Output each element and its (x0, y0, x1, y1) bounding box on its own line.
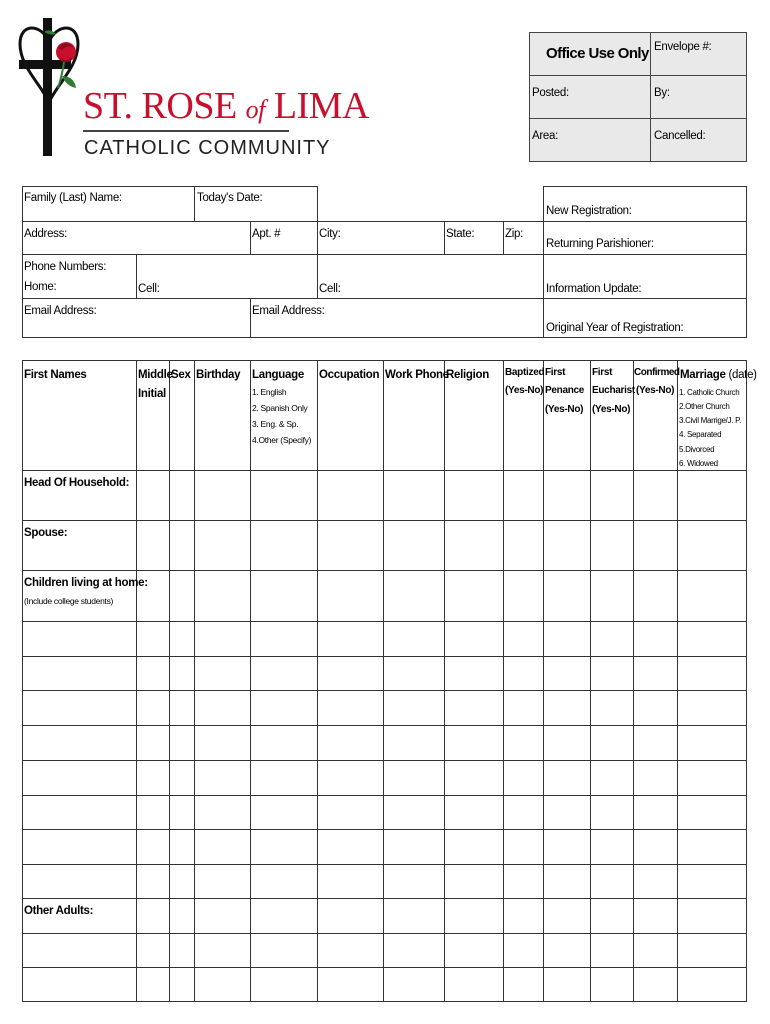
col-first-eucharist: First (592, 367, 613, 378)
logo-title-part1: ST. ROSE (83, 85, 237, 127)
row-head-of-household: Head Of Household: (24, 477, 130, 489)
parish-logo (14, 14, 84, 160)
office-row-line (530, 75, 746, 76)
col-work-phone: Work Phone (385, 369, 449, 381)
home-phone-field[interactable]: Home: (24, 281, 57, 293)
office-divider (650, 33, 651, 161)
marriage-option: 3.Civil Marrige/J. P. (679, 416, 742, 425)
zip-field[interactable]: Zip: (505, 228, 523, 240)
col-first-eucharist-yn: (Yes-No) (592, 404, 631, 415)
family-name-field[interactable]: Family (Last) Name: (24, 192, 122, 204)
col-occupation: Occupation (319, 369, 380, 381)
apt-field[interactable]: Apt. # (252, 228, 281, 240)
envelope-field[interactable]: Envelope #: (654, 41, 712, 53)
marriage-option: 1. Catholic Church (679, 388, 740, 397)
cell-phone-field[interactable]: Cell: (138, 283, 160, 295)
todays-date-field[interactable]: Today's Date: (197, 192, 263, 204)
col-religion: Religion (446, 369, 489, 381)
col-initial: Initial (138, 388, 166, 400)
col-first-eucharist-2: Eucharist (592, 385, 635, 396)
office-use-box (529, 32, 747, 162)
logo-title-of: of (245, 95, 265, 124)
area-field[interactable]: Area: (532, 130, 558, 142)
information-update-field[interactable]: Information Update: (546, 283, 642, 295)
cell-phone-field-2[interactable]: Cell: (319, 283, 341, 295)
city-field[interactable]: City: (319, 228, 341, 240)
language-option: 1. English (252, 387, 287, 397)
col-first-penance-yn: (Yes-No) (545, 404, 584, 415)
logo-title-part2: LIMA (273, 85, 370, 127)
address-field[interactable]: Address: (24, 228, 67, 240)
col-baptized-yn: (Yes-No) (505, 385, 544, 396)
office-row-line (530, 118, 746, 119)
by-field[interactable]: By: (654, 87, 670, 99)
new-registration-field[interactable]: New Registration: (546, 205, 632, 217)
marriage-option: 2.Other Church (679, 402, 730, 411)
col-confirmed: Confirmed (634, 367, 680, 378)
language-option: 4.Other (Specify) (252, 435, 312, 445)
language-option: 2. Spanish Only (252, 403, 308, 413)
cancelled-field[interactable]: Cancelled: (654, 130, 706, 142)
row-children: Children living at home: (24, 577, 148, 589)
email-field[interactable]: Email Address: (24, 305, 97, 317)
posted-field[interactable]: Posted: (532, 87, 569, 99)
col-first-names: First Names (24, 369, 87, 381)
marriage-option: 6. Widowed (679, 459, 718, 468)
cross-vertical (43, 18, 52, 156)
logo-divider (83, 130, 289, 132)
marriage-option: 5.Divorced (679, 445, 715, 454)
original-year-field[interactable]: Original Year of Registration: (546, 322, 684, 334)
row-spouse: Spouse: (24, 527, 68, 539)
col-first-penance-2: Penance (545, 385, 585, 396)
language-option: 3. Eng. & Sp. (252, 419, 299, 429)
col-language: Language (252, 369, 304, 381)
col-confirmed-yn: (Yes-No) (636, 385, 675, 396)
col-first-penance: First (545, 367, 566, 378)
leaf-icon (62, 76, 76, 88)
logo-subtitle: CATHOLIC COMMUNITY (84, 137, 331, 159)
row-other-adults: Other Adults: (24, 905, 94, 917)
logo-title (83, 84, 369, 128)
phone-numbers-label: Phone Numbers: (24, 261, 107, 273)
office-title: Office Use Only (546, 45, 649, 62)
row-children-note: (Include college students) (24, 596, 114, 606)
marriage-option: 4. Separated (679, 430, 722, 439)
col-marriage-date: (date) (728, 369, 757, 381)
col-marriage (680, 369, 757, 381)
col-middle: Middle (138, 369, 173, 381)
col-sex: Sex (171, 369, 191, 381)
email-field-2[interactable]: Email Address: (252, 305, 325, 317)
returning-parishioner-field[interactable]: Returning Parishioner: (546, 238, 654, 250)
col-marriage-label: Marriage (680, 369, 726, 381)
col-baptized: Baptized (505, 367, 545, 378)
state-field[interactable]: State: (446, 228, 475, 240)
col-birthday: Birthday (196, 369, 241, 381)
